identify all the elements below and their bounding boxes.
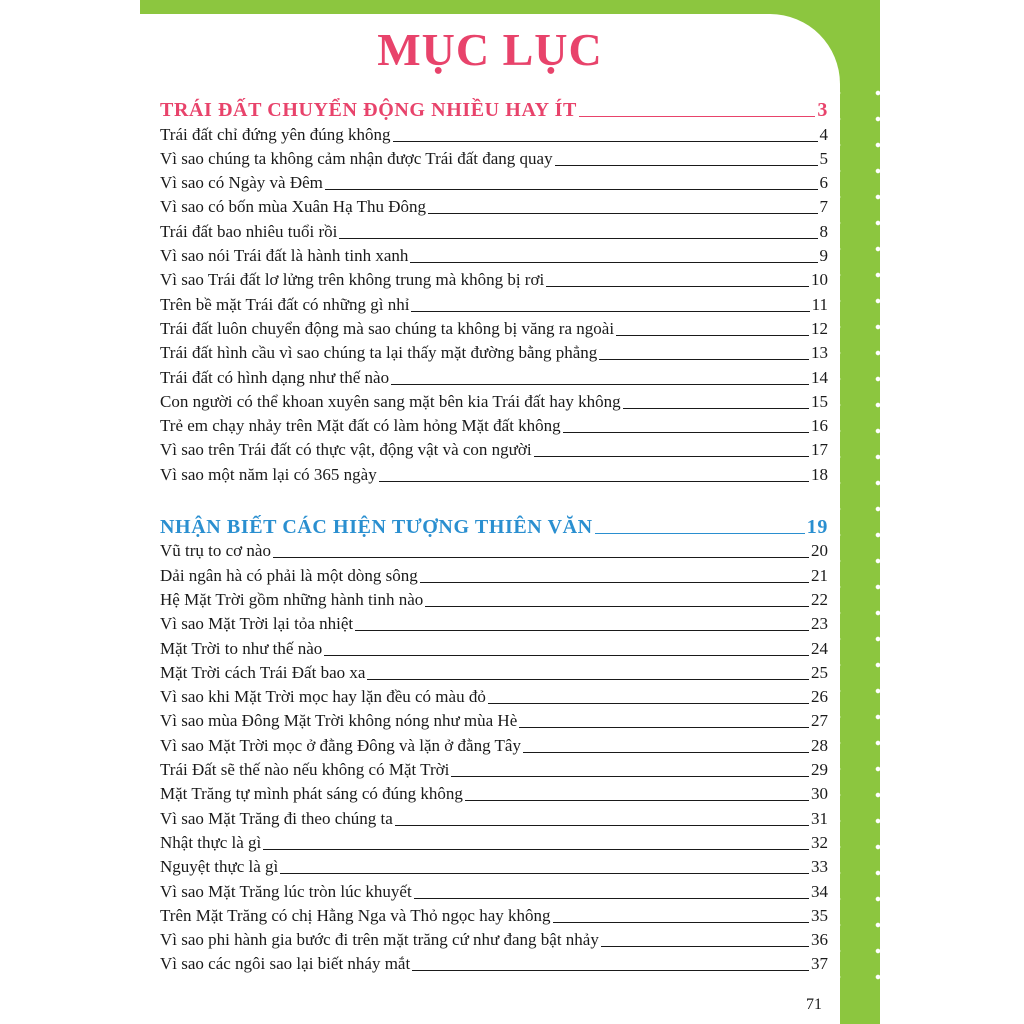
dotted-leader [601,946,809,947]
toc-entry[interactable] [160,659,828,683]
toc-entry-page: 12 [811,318,828,338]
toc-entry-label: Nguyệt thực là gì [160,857,279,877]
toc-entry-page: 6 [819,173,828,193]
dotted-leader [616,335,809,336]
dotted-leader [391,384,809,385]
toc-entry-label: Mặt Trời to như thế nào [160,638,323,658]
toc-entry[interactable] [160,902,828,926]
toc-entry-page: 29 [811,760,828,780]
toc-entry-page: 31 [811,808,828,828]
toc-entry[interactable] [160,388,828,412]
toc-entry[interactable] [160,610,828,634]
toc-entry-label: Mặt Trời cách Trái Đất bao xa [160,662,366,682]
toc-entry[interactable] [160,363,828,387]
toc-entry[interactable] [160,804,828,828]
section-gap [160,485,828,513]
toc-entry[interactable] [160,853,828,877]
toc-heading-page: 19 [806,516,828,539]
toc-entry[interactable] [160,169,828,193]
toc-entry-page: 9 [819,246,828,266]
toc-heading-label: NHẬN BIẾT CÁC HIỆN TƯỢNG THIÊN VĂN [160,516,593,539]
dotted-leader [273,557,809,558]
toc-entry-label: Vì sao trên Trái đất có thực vật, động vật và con người [160,440,532,460]
toc-entry[interactable] [160,242,828,266]
toc-entry-page: 26 [811,687,828,707]
dotted-leader [324,655,809,656]
dotted-leader [325,189,818,190]
toc-entry[interactable] [160,217,828,241]
toc-entry-label: Trái đất bao nhiêu tuổi rồi [160,221,338,241]
toc-entry[interactable] [160,145,828,169]
dotted-leader [425,606,809,607]
toc-entry-label: Nhật thực là gì [160,832,262,852]
toc-entry-label: Vì sao có Ngày và Đêm [160,173,323,193]
toc-entry-page: 35 [811,905,828,925]
dotted-leader [411,311,809,312]
dotted-leader [623,408,809,409]
toc-entry-label: Trái đất luôn chuyển động mà sao chúng ta không bị văng ra ngoài [160,318,615,338]
dotted-leader [367,679,809,680]
toc-entry-label: Vì sao mùa Đông Mặt Trời không nóng như mùa Hè [160,711,518,731]
toc-entry-page: 13 [811,343,828,363]
toc-entry-label: Vũ trụ to cơ nào [160,541,271,561]
toc-entry-page: 8 [819,221,828,241]
toc-entry[interactable] [160,756,828,780]
toc-entry-page: 21 [811,565,828,585]
toc-section-heading[interactable] [160,96,828,120]
dotted-leader [412,970,809,971]
toc-entry-page: 30 [811,784,828,804]
dotted-leader [523,752,809,753]
toc-entry[interactable] [160,120,828,144]
toc-entry-label: Trẻ em chạy nhảy trên Mặt đất có làm hỏng Mặt đất không [160,416,561,436]
toc-entry-page: 27 [811,711,828,731]
toc-entry[interactable] [160,460,828,484]
dotted-leader [379,481,809,482]
toc-entry-label: Trái đất có hình dạng như thế nào [160,367,390,387]
toc-entry-label: Hệ Mặt Trời gồm những hành tinh nào [160,589,424,609]
toc-entry-label: Dải ngân hà có phải là một dòng sông [160,565,418,585]
toc-entry-page: 24 [811,638,828,658]
dotted-leader [395,825,809,826]
toc-entry-label: Vì sao nói Trái đất là hành tinh xanh [160,246,409,266]
toc-entry[interactable] [160,634,828,658]
toc-entry[interactable] [160,707,828,731]
toc-entry[interactable] [160,193,828,217]
dotted-leader [555,165,818,166]
toc-entry-page: 11 [811,294,828,314]
toc-entry[interactable] [160,731,828,755]
toc-entry-page: 28 [811,735,828,755]
dotted-leader [579,116,815,117]
dotted-leader [534,456,809,457]
toc-entry-label: Vì sao các ngôi sao lại biết nháy mắt [160,954,411,974]
toc-entry-label: Vì sao khi Mặt Trời mọc hay lặn đều có màu đỏ [160,687,486,707]
toc-entry[interactable] [160,780,828,804]
toc-entry-page: 17 [811,440,828,460]
toc-entry-page: 33 [811,857,828,877]
dotted-leader [451,776,809,777]
toc-entry-label: Vì sao chúng ta không cảm nhận được Trái đất đang quay [160,148,553,168]
toc-entry-label: Vì sao Mặt Trời lại tỏa nhiệt [160,614,354,634]
dotted-leader [420,582,809,583]
toc-entry[interactable] [160,683,828,707]
toc-entry[interactable] [160,266,828,290]
toc-section-heading[interactable] [160,513,828,537]
toc-entry-page: 34 [811,881,828,901]
dotted-leader [280,873,809,874]
dotted-leader [546,286,809,287]
toc-entry-page: 32 [811,832,828,852]
toc-entry-page: 14 [811,367,828,387]
toc-entry-page: 5 [819,148,828,168]
dotted-leader [553,922,810,923]
dotted-leader [465,800,809,801]
toc-entry-label: Trái Đất sẽ thế nào nếu không có Mặt Trời [160,760,450,780]
toc-entry[interactable] [160,926,828,950]
dotted-leader [414,898,809,899]
toc-entry[interactable] [160,436,828,460]
toc-entry-label: Vì sao Mặt Trăng lúc tròn lúc khuyết [160,881,412,901]
toc-entry-page: 37 [811,954,828,974]
toc-entry-label: Trên Mặt Trăng có chị Hằng Nga và Thỏ ngọc hay không [160,905,551,925]
toc-entry-label: Con người có thể khoan xuyên sang mặt bên kia Trái đất hay không [160,391,621,411]
dotted-leader [410,262,817,263]
toc-entry-label: Vì sao Mặt Trăng đi theo chúng ta [160,808,393,828]
toc-entry-label: Vì sao Mặt Trời mọc ở đằng Đông và lặn ở đằng Tây [160,735,521,755]
toc-entry-page: 23 [811,614,828,634]
toc-entry[interactable] [160,315,828,339]
toc-entry[interactable] [160,829,828,853]
toc-entry-label: Vì sao Trái đất lơ lửng trên không trung mà không bị rơi [160,270,545,290]
toc-entry[interactable] [160,339,828,363]
toc-entry-page: 16 [811,416,828,436]
toc-entry-page: 10 [811,270,828,290]
dotted-leader [393,141,818,142]
dotted-leader [263,849,809,850]
dotted-border-decoration [840,80,880,1000]
dotted-leader [519,727,809,728]
toc-entry[interactable] [160,586,828,610]
toc-entry-label: Vì sao phi hành gia bước đi trên mặt trăng cứ như đang bật nhảy [160,930,599,950]
toc-heading-label: TRÁI ĐẤT CHUYỂN ĐỘNG NHIỀU HAY ÍT [160,99,577,122]
toc-entry-page: 22 [811,589,828,609]
dotted-leader [595,533,805,534]
page-number: 71 [806,996,822,1013]
toc-entry-page: 15 [811,391,828,411]
toc-entry[interactable] [160,537,828,561]
dotted-leader [488,703,809,704]
toc-entry-page: 25 [811,662,828,682]
toc-entry-page: 20 [811,541,828,561]
toc-entry-label: Trên bề mặt Trái đất có những gì nhỉ [160,294,410,314]
page-title: MỤC LỤC [377,24,603,75]
toc-entry-label: Trái đất hình cầu vì sao chúng ta lại thấy mặt đường bằng phẳng [160,343,598,363]
toc-entry[interactable] [160,290,828,314]
dotted-leader [428,213,818,214]
toc-entry[interactable] [160,561,828,585]
toc-entry-page: 18 [811,464,828,484]
toc-entry-label: Vì sao một năm lại có 365 ngày [160,464,377,484]
toc-entry[interactable] [160,950,828,974]
toc-entry-label: Mặt Trăng tự mình phát sáng có đúng không [160,784,463,804]
dotted-leader [599,359,809,360]
toc-entry-label: Trái đất chỉ đứng yên đúng không [160,124,391,144]
toc-entry-page: 36 [811,930,828,950]
toc-entry[interactable] [160,877,828,901]
toc-entry-page: 4 [819,124,828,144]
table-of-contents [160,96,828,974]
toc-entry[interactable] [160,412,828,436]
dotted-leader [339,238,817,239]
dotted-leader [355,630,809,631]
toc-entry-label: Vì sao có bốn mùa Xuân Hạ Thu Đông [160,197,426,217]
dotted-leader [563,432,809,433]
toc-entry-page: 7 [819,197,828,217]
toc-heading-page: 3 [817,99,828,122]
